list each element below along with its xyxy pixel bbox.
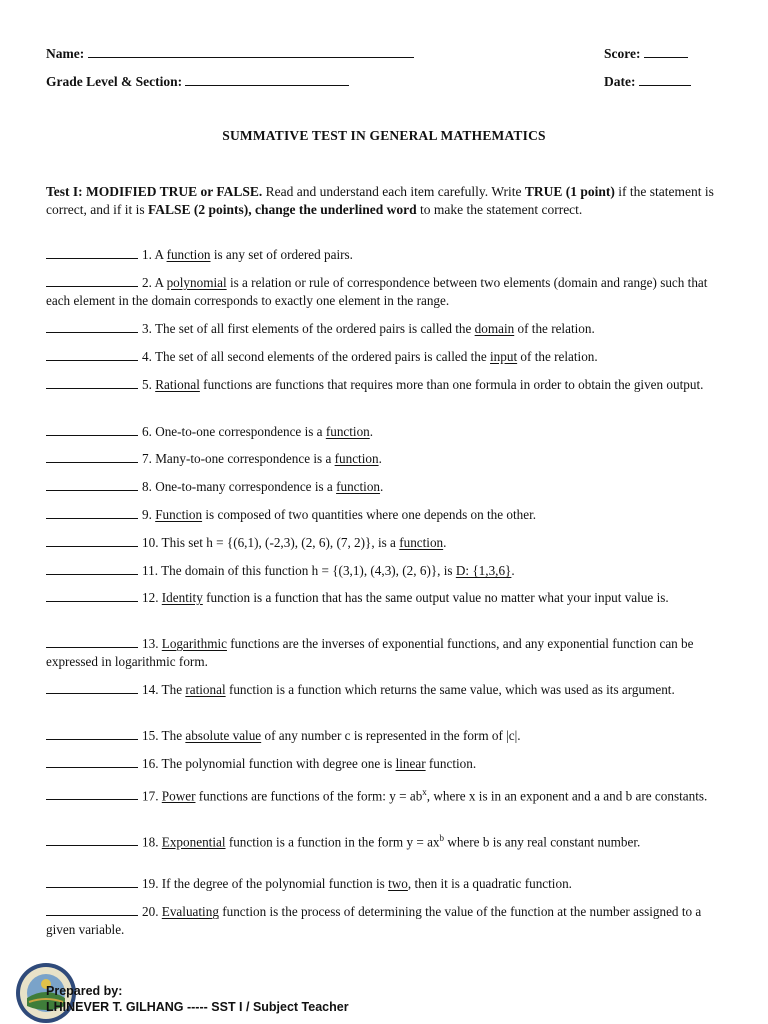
item-text: function is a function which returns the same value, which was used as its argument. [225,682,675,697]
answer-blank [46,320,138,333]
underlined-word: Identity [161,590,203,605]
item-number: 11. [142,563,158,578]
answer-blank [46,450,138,463]
name-blank [88,45,414,58]
item-number: 6. [142,424,152,439]
item-text: . [511,563,515,578]
list-item [46,562,726,580]
item-number: 5. [142,377,152,392]
item-text: , then it is a quadratic function. [407,876,572,891]
score-blank [644,45,688,58]
item-number: 10. [142,535,159,550]
item-number: 4. [142,349,152,364]
underlined-word: input [490,349,518,364]
answer-blank [46,875,138,888]
list-item [46,423,726,441]
list-item [46,783,726,805]
list-item [46,450,726,468]
underlined-word: Exponential [161,834,226,850]
item-text: The polynomial function with degree one is [161,756,396,771]
underlined-word: function [336,479,381,494]
underlined-word: two [388,876,408,891]
item-text: of the relation. [517,349,598,364]
underlined-word: D: {1,3,6} [455,563,512,578]
test-label: Test I: MODIFIED TRUE or FALSE. [46,184,263,199]
list-item [46,727,726,745]
answer-blank [46,534,138,547]
list-item [46,376,726,394]
list-item [46,320,726,338]
underlined-word: linear [395,756,426,771]
instr-false: FALSE (2 points), change the underlined word [147,202,417,217]
item-number: 17. [142,788,159,804]
item-text: A [154,275,167,290]
score-field [604,45,688,62]
instr-text-2: if the statement is correct, and if it is [46,184,714,217]
item-text: of the relation. [514,321,595,336]
item-number: 3. [142,321,152,336]
grade-section-field [46,73,349,90]
name-label: Name: [46,46,85,61]
list-item [46,755,726,773]
answer-blank [46,376,138,389]
answer-blank [46,681,138,694]
underlined-word: absolute value [185,728,262,743]
item-number: 19. [142,876,159,891]
item-text: One-to-one correspondence is a [155,424,326,439]
instr-text-1: Read and understand each item carefully. Write [262,184,525,199]
instructions [46,183,726,219]
item-number: 16. [142,756,159,771]
item-text: The set of all second elements of the ordered pairs is called the [154,349,491,364]
superscript: x [422,787,427,797]
answer-blank [46,506,138,519]
item-text: . [369,424,374,439]
underlined-word: domain [474,321,515,336]
item-text: function is a function that has the same output value no matter what your input value is. [202,590,669,605]
list-item [46,506,726,524]
name-field [46,45,414,62]
list-item [46,681,726,699]
answer-blank [46,833,138,846]
item-text: of any number c is represented in the form of |c|. [261,728,521,743]
date-field [604,73,691,90]
answer-blank [46,635,138,648]
answer-blank [46,589,138,602]
date-blank [639,73,691,86]
answer-blank [46,246,138,259]
item-text: . [443,535,447,550]
item-text: is a relation or rule of correspondence between two elements (domain and range) such that each element in the domain corresponds to exactly one element in the range. [46,275,708,308]
answer-blank [46,903,138,916]
item-number: 12. [142,590,159,605]
item-number: 20. [142,904,159,919]
answer-blank [46,423,138,436]
item-text: . [378,451,382,466]
underlined-word: function [334,451,379,466]
date-label: Date: [604,74,636,89]
underlined-word: Power [161,788,196,804]
answer-blank [46,348,138,361]
underlined-word: function [325,424,370,439]
answer-blank [46,274,138,287]
superscript: b [439,833,445,843]
grade-label: Grade Level & Section: [46,74,183,89]
underlined-word: Function [155,507,203,522]
answer-blank [46,562,138,575]
list-item [46,903,726,939]
list-item [46,635,726,671]
underlined-word: Rational [155,377,200,392]
item-text: functions are functions of the form: y = ab [195,788,423,804]
item-text: The set of all first elements of the ordered pairs is called the [154,321,475,336]
item-text: function is the process of determining the value of the function at the number assigned to a given variable. [46,904,702,937]
item-text: functions are the inverses of exponential functions, and any exponential function can be expressed in logarithmic form. [46,636,694,669]
underlined-word: function [399,535,444,550]
instr-text-3: to make the statement correct. [416,202,583,217]
underlined-word: rational [185,682,226,697]
item-number: 14. [142,682,159,697]
item-text: where b is any real constant number. [444,834,641,850]
item-text: The domain of this function h = {(3,1), (4,3), (2, 6)}, is [161,563,456,578]
item-text: If the degree of the polynomial function is [161,876,389,891]
item-text: This set h = {(6,1), (-2,3), (2, 6), (7, 2)}, is a [161,535,400,550]
item-text: A [154,247,167,262]
list-item [46,478,726,496]
underlined-word: Logarithmic [161,636,227,651]
underlined-word: function [166,247,211,262]
list-item [46,274,726,310]
list-item [46,348,726,366]
item-text: . [380,479,384,494]
item-text: One-to-many correspondence is a [155,479,337,494]
item-text: is any set of ordered pairs. [210,247,353,262]
answer-blank [46,787,138,800]
item-text: function. [425,756,477,771]
instr-true: TRUE (1 point) [524,184,615,199]
underlined-word: polynomial [166,275,227,290]
item-text: function is a function in the form y = ax [225,834,440,850]
list-item [46,875,726,893]
score-label: Score: [604,46,641,61]
list-item [46,589,726,607]
teacher-name: LHINEVER T. GILHANG ----- SST I / Subject Teacher [46,1000,349,1014]
answer-blank [46,755,138,768]
answer-blank [46,727,138,740]
list-item [46,534,726,552]
item-number: 18. [142,834,159,850]
test-title: SUMMATIVE TEST IN GENERAL MATHEMATICS [222,128,546,143]
item-text: The [161,682,186,697]
item-number: 1. [142,247,152,262]
item-text: , where x is in an exponent and a and b are constants. [426,788,708,804]
item-number: 9. [142,507,152,522]
item-number: 13. [142,636,159,651]
answer-blank [46,478,138,491]
list-item [46,246,726,264]
grade-blank [185,73,349,86]
item-text: The [161,728,186,743]
item-number: 8. [142,479,152,494]
item-text: is composed of two quantities where one depends on the other. [202,507,537,522]
item-number: 2. [142,275,152,290]
item-text: functions are functions that requires more than one formula in order to obtain the given output. [199,377,704,392]
underlined-word: Evaluating [161,904,219,919]
list-item [46,829,726,851]
prepared-by-label: Prepared by: [46,984,123,998]
item-number: 15. [142,728,159,743]
item-text: Many-to-one correspondence is a [155,451,335,466]
item-number: 7. [142,451,152,466]
